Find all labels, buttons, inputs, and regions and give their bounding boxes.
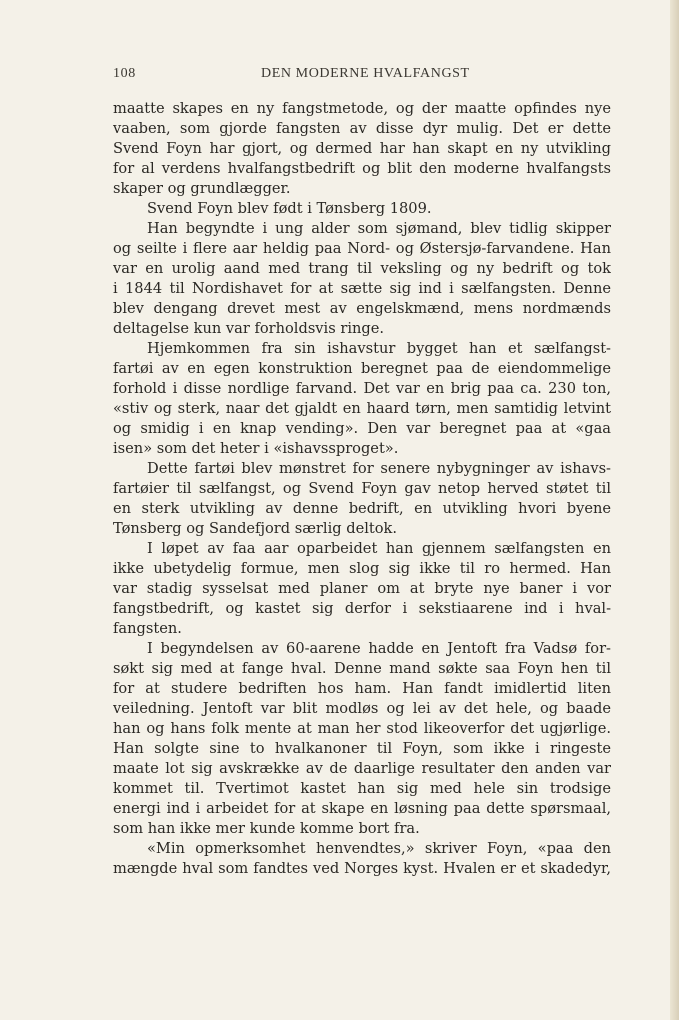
running-title: DEN MODERNE HVALFANGST xyxy=(261,66,470,81)
text-line: for al verdens hvalfangstbedrift og blit den moderne hvalfangsts xyxy=(113,160,611,177)
text-line: Han begyndte i ung alder som sjømand, blev tidlig skipper xyxy=(147,220,611,237)
text-line: mængde hval som fandtes ved Norges kyst. Hvalen er et skadedyr, xyxy=(113,860,611,877)
text-line: Hjemkommen fra sin ishavstur bygget han et sælfangst- xyxy=(147,340,611,357)
text-line: ikke ubetydelig formue, men slog sig ikke til ro hermed. Han xyxy=(113,560,611,577)
text-line: I løpet av faa aar oparbeidet han gjennem sælfangsten en xyxy=(147,540,611,557)
text-line: vaaben, som gjorde fangsten av disse dyr mulig. Det er dette xyxy=(113,120,611,137)
text-line: søkt sig med at fange hval. Denne mand søkte saa Foyn hen til xyxy=(113,660,611,677)
text-line: for at studere bedriften hos ham. Han fandt imidlertid liten xyxy=(113,680,611,697)
text-line: fangsten. xyxy=(113,620,182,637)
running-head xyxy=(113,66,611,84)
text-line: og smidig i en knap vending». Den var beregnet paa at «gaa xyxy=(113,420,611,437)
text-line: «stiv og sterk, naar det gjaldt en haard tørn, men samtidig letvint xyxy=(113,400,611,417)
text-line: maatte skapes en ny fangstmetode, og der maatte opfindes nye xyxy=(113,100,611,117)
text-line: Svend Foyn blev født i Tønsberg 1809. xyxy=(147,200,432,217)
text-line: kommet til. Tvertimot kastet han sig med hele sin trodsige xyxy=(113,780,611,797)
text-line: I begyndelsen av 60-aarene hadde en Jentoft fra Vadsø for- xyxy=(147,640,611,657)
text-line: en sterk utvikling av denne bedrift, en utvikling hvori byene xyxy=(113,500,611,517)
text-line: var stadig sysselsat med planer om at bryte nye baner i vor xyxy=(113,580,611,597)
text-line: isen» som det heter i «ishavssproget». xyxy=(113,440,399,457)
text-line: som han ikke mer kunde komme bort fra. xyxy=(113,820,420,837)
text-line: blev dengang drevet mest av engelskmænd, mens nordmænds xyxy=(113,300,611,317)
text-line: Svend Foyn har gjort, og dermed har han skapt en ny utvikling xyxy=(113,140,611,157)
text-line: Han solgte sine to hvalkanoner til Foyn, som ikke i ringeste xyxy=(113,740,611,757)
text-line: deltagelse kun var forholdsvis ringe. xyxy=(113,320,385,337)
text-line: forhold i disse nordlige farvand. Det var en brig paa ca. 230 ton, xyxy=(113,380,611,397)
text-line: han og hans folk mente at man her stod likeoverfor det ugjørlige. xyxy=(113,720,611,737)
text-line: var en urolig aand med trang til veksling og ny bedrift og tok xyxy=(113,260,611,277)
text-line: fangstbedrift, og kastet sig derfor i sekstiaarene ind i hval- xyxy=(113,600,611,617)
text-line: fartøier til sælfangst, og Svend Foyn gav netop herved støtet til xyxy=(113,480,611,497)
text-line: Tønsberg og Sandefjord særlig deltok. xyxy=(113,520,398,537)
text-line: i 1844 til Nordishavet for at sætte sig ind i sælfangsten. Denne xyxy=(113,280,611,297)
text-line: «Min opmerksomhet henvendtes,» skriver Foyn, «paa den xyxy=(147,840,611,857)
page-number: 108 xyxy=(113,66,136,81)
text-line: veiledning. Jentoft var blit modløs og lei av det hele, og baade xyxy=(113,700,611,717)
text-line: og seilte i flere aar heldig paa Nord- og Østersjø-farvandene. Han xyxy=(113,240,611,257)
text-line: energi ind i arbeidet for at skape en løsning paa dette spørsmaal, xyxy=(113,800,611,817)
text-line: Dette fartøi blev mønstret for senere nybygninger av ishavs- xyxy=(147,460,611,477)
text-line: maate lot sig avskrække av de daarlige resultater den anden var xyxy=(113,760,611,777)
text-line: skaper og grundlægger. xyxy=(113,180,291,197)
page-edge xyxy=(670,0,679,1020)
body-text xyxy=(113,99,611,879)
text-line: fartøi av en egen konstruktion beregnet paa de eiendommelige xyxy=(113,360,611,377)
